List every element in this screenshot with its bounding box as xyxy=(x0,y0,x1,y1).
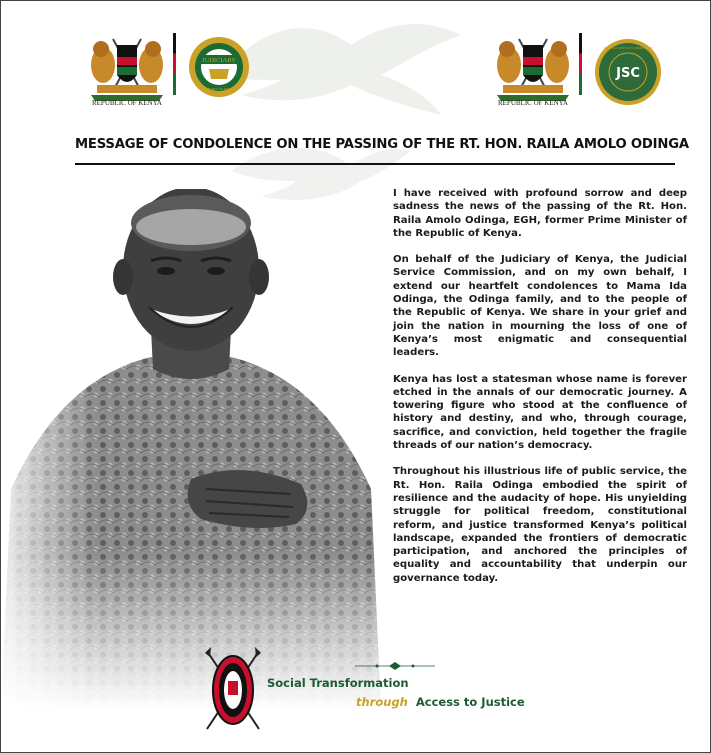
judiciary-seal-subtext: REPUBLIC OF KENYA xyxy=(203,87,235,91)
maasai-shield-icon xyxy=(201,647,265,733)
portrait-photo xyxy=(1,189,381,709)
paragraph-1: I have received with profound sorrow and deep sadness the news of the passing of the Rt. Hon. Raila Amolo Odinga, EGH, former Prime Minister of the Republic of Kenya. xyxy=(393,188,687,239)
coat-of-arms-caption: REPUBLIC OF KENYA xyxy=(91,99,162,107)
kenya-flag-divider-right xyxy=(579,33,582,95)
ornament-divider-icon xyxy=(355,661,435,671)
jsc-seal-subtext: JUDICIAL SERVICE COMMISSION xyxy=(603,46,653,50)
paragraph-2: On behalf of the Judiciary of Kenya, the Judicial Service Commission, and on my own behalf, I extend our heartfelt condolences to Mama Ida Odinga, the Odinga family, and to the people of the Republic of Kenya. We share in your grief and join the nation in mourning the loss of one of Kenya’s most enigmatic and consequential leaders. xyxy=(393,254,687,359)
kenya-flag-divider xyxy=(173,33,176,95)
condolence-message xyxy=(393,187,687,598)
jsc-seal-icon xyxy=(593,37,663,107)
slogan-access: Access to Justice xyxy=(415,695,525,709)
title-underline xyxy=(75,163,675,165)
slogan-line-2 xyxy=(356,695,525,709)
paragraph-3: Kenya has lost a statesman whose name is forever etched in the annals of our democratic journey. A towering figure who stood at the confluence of history and destiny, and who, through courage, sacrifice, and conviction, held together the fragile threads of our nation’s democracy. xyxy=(393,373,687,452)
paragraph-4: Throughout his illustrious life of public service, the Rt. Hon. Raila Odinga embodied the spirit of resilience and the audacity of hope. His unyielding struggle for political freedom, constitutional reform, and justice transformed Kenya’s political landscape, expanded the frontiers of democratic participation, and anchored the principles of equality and accountability that underpin our governance today. xyxy=(393,466,687,584)
page-title: MESSAGE OF CONDOLENCE ON THE PASSING OF THE RT. HON. RAILA AMOLO ODINGA xyxy=(75,137,689,152)
judiciary-seal-label: JUDICIARY xyxy=(202,57,236,64)
slogan-line-1: Social Transformation xyxy=(267,676,409,690)
coat-of-arms-right-caption: REPUBLIC OF KENYA xyxy=(497,99,568,107)
slogan-through: through xyxy=(356,695,408,709)
jsc-seal-initials: JSC xyxy=(616,66,640,81)
judiciary-seal-icon xyxy=(187,35,251,99)
